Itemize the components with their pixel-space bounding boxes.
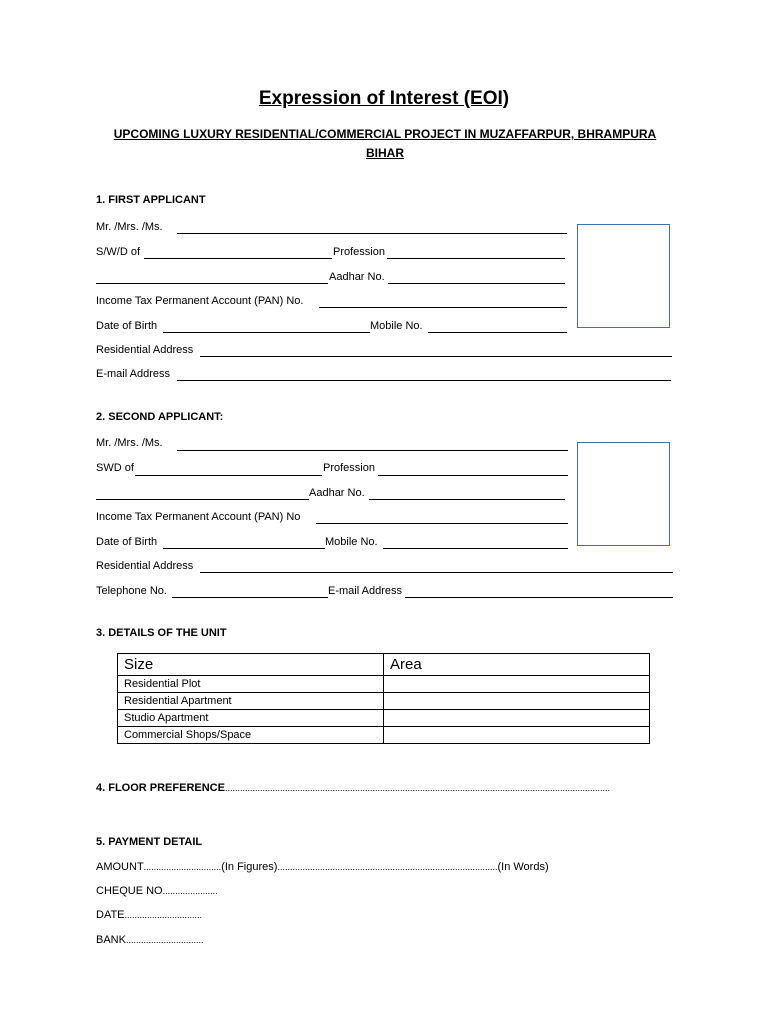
- second-email-label: E-mail Address: [328, 585, 402, 597]
- first-name-label: Mr. /Mrs. /Ms.: [96, 221, 163, 233]
- bank-row: [96, 934, 203, 946]
- second-mobile-field[interactable]: [383, 548, 568, 549]
- second-mobile-label: Mobile No.: [325, 536, 378, 548]
- area-cell[interactable]: [384, 693, 650, 710]
- second-applicant-heading: 2. SECOND APPLICANT:: [96, 411, 224, 423]
- date-field[interactable]: ...............................: [124, 910, 203, 920]
- size-cell: Residential Plot: [118, 676, 384, 693]
- first-mobile-label: Mobile No.: [370, 320, 423, 332]
- amount-row: [96, 861, 549, 873]
- date-label: DATE: [96, 909, 125, 921]
- in-words-label: (In Words): [497, 861, 549, 873]
- in-figures-label: (In Figures): [221, 861, 278, 873]
- area-cell[interactable]: [384, 727, 650, 744]
- second-dob-label: Date of Birth: [96, 536, 158, 548]
- size-cell: Studio Apartment: [118, 710, 384, 727]
- second-applicant-photo-box: [577, 442, 670, 546]
- first-mobile-field[interactable]: [428, 332, 567, 333]
- floor-preference-heading: 4. FLOOR PREFERENCE: [96, 782, 225, 794]
- table-row: [118, 693, 650, 710]
- cheque-row: [96, 885, 218, 897]
- first-aadhar-field[interactable]: [388, 283, 565, 284]
- first-email-label: E-mail Address: [96, 368, 170, 380]
- second-address-field[interactable]: [200, 572, 673, 573]
- first-swd-field-continued[interactable]: [96, 283, 328, 284]
- table-header-row: [118, 654, 650, 676]
- first-profession-field[interactable]: [387, 258, 565, 259]
- second-telephone-field[interactable]: [172, 597, 328, 598]
- first-dob-label: Date of Birth: [96, 320, 158, 332]
- second-address-label: Residential Address: [96, 560, 194, 572]
- bank-field[interactable]: ...............................: [125, 935, 204, 945]
- second-profession-label: Profession: [323, 462, 375, 474]
- second-swd-label: SWD of: [96, 462, 134, 474]
- first-profession-label: Profession: [333, 246, 385, 258]
- cheque-label: CHEQUE NO: [96, 885, 163, 897]
- subtitle-line-1: UPCOMING LUXURY RESIDENTIAL/COMMERCIAL PROJECT IN MUZAFFARPUR, BHRAMPURA: [113, 127, 657, 141]
- second-swd-field-continued[interactable]: [96, 499, 309, 500]
- area-cell[interactable]: [384, 710, 650, 727]
- amount-label: AMOUNT: [96, 861, 144, 873]
- second-aadhar-label: Aadhar No.: [309, 487, 365, 499]
- date-row: [96, 909, 202, 921]
- area-column-header: Area: [384, 654, 650, 676]
- amount-figures-field[interactable]: ...............................: [143, 862, 222, 872]
- first-swd-field[interactable]: [144, 258, 332, 259]
- second-name-field[interactable]: [177, 450, 568, 451]
- first-pan-field[interactable]: [319, 307, 567, 308]
- first-address-field[interactable]: [200, 356, 672, 357]
- payment-detail-heading: 5. PAYMENT DETAIL: [96, 836, 203, 848]
- second-profession-field[interactable]: [378, 475, 568, 476]
- amount-words-field[interactable]: ........................................................................................: [277, 862, 498, 872]
- floor-preference-field[interactable]: ..........................................................................................................................................................: [224, 783, 611, 793]
- first-name-field[interactable]: [177, 233, 567, 234]
- unit-details-table: [117, 653, 650, 744]
- size-cell: Commercial Shops/Space: [118, 727, 384, 744]
- bank-label: BANK: [96, 934, 126, 946]
- first-applicant-heading: 1. FIRST APPLICANT: [96, 194, 206, 206]
- second-dob-field[interactable]: [163, 548, 325, 549]
- first-applicant-photo-box: [577, 224, 670, 328]
- size-cell: Residential Apartment: [118, 693, 384, 710]
- table-row: [118, 676, 650, 693]
- second-aadhar-field[interactable]: [369, 499, 565, 500]
- second-email-field[interactable]: [405, 597, 673, 598]
- first-address-label: Residential Address: [96, 344, 194, 356]
- second-name-label: Mr. /Mrs. /Ms.: [96, 437, 163, 449]
- area-cell[interactable]: [384, 676, 650, 693]
- first-email-field[interactable]: [177, 380, 671, 381]
- first-dob-field[interactable]: [163, 332, 370, 333]
- first-aadhar-label: Aadhar No.: [329, 271, 385, 283]
- second-pan-field[interactable]: [316, 523, 568, 524]
- second-swd-field[interactable]: [135, 475, 322, 476]
- first-pan-label: Income Tax Permanent Account (PAN) No.: [96, 295, 304, 307]
- size-column-header: Size: [118, 654, 384, 676]
- unit-details-heading: 3. DETAILS OF THE UNIT: [96, 627, 227, 639]
- floor-preference-row: [96, 782, 610, 794]
- subtitle-line-2: BIHAR: [366, 146, 404, 160]
- first-swd-label: S/W/D of: [96, 246, 141, 258]
- page-title: Expression of Interest (EOI): [258, 88, 510, 109]
- cheque-field[interactable]: ......................: [162, 886, 218, 896]
- table-row: [118, 727, 650, 744]
- second-pan-label: Income Tax Permanent Account (PAN) No: [96, 511, 301, 523]
- table-row: [118, 710, 650, 727]
- project-subtitle: [110, 125, 660, 163]
- second-telephone-label: Telephone No.: [96, 585, 167, 597]
